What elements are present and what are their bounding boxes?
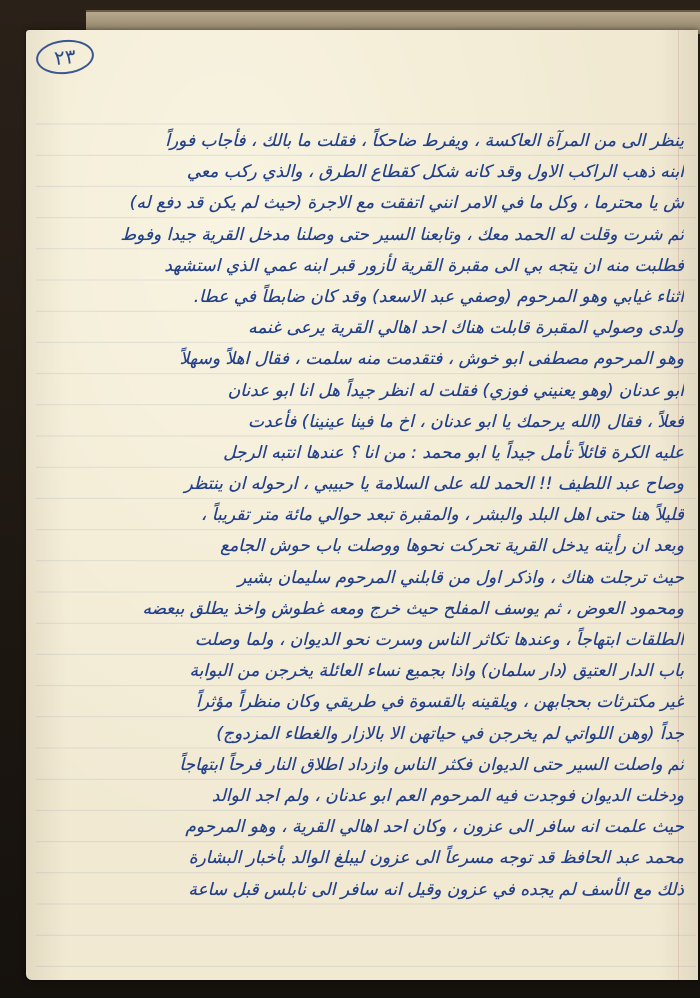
text-line: قليلاً هنا حتى اهل البلد والبشر ، والمقبرة تبعد حوالي مائة متر تقريباً ، xyxy=(200,505,684,526)
text-line: ذلك مع الأسف لم يجده في عزون وقيل انه سافر الى نابلس قبل ساعة xyxy=(188,879,684,900)
text-line: غير مكترثات بحجابهن ، ويلقينه بالقسوة في طريقي وكان منظراً مؤثراً xyxy=(196,692,684,713)
text-line: جداً (وهن اللواتي لم يخرجن في حياتهن الا بالازار والغطاء المزدوج) xyxy=(216,723,684,744)
text-line: باب الدار العتيق (دار سلمان) واذا بجميع نساء العائلة يخرجن من البوابة xyxy=(189,661,684,682)
text-line: وهو المرحوم مصطفى ابو خوش ، فتقدمت منه سلمت ، فقال اهلاً وسهلاً xyxy=(179,349,684,370)
text-line: ابو عدنان (وهو يعنيني فوزي) فقلت له انظر جيداً هل انا ابو عدنان xyxy=(227,380,684,401)
text-line: ثم شرت وقلت له الحمد معك ، وتابعنا السير حتى وصلنا مدخل القرية جيدا وفوط xyxy=(120,224,684,245)
text-line: ينظر الى من المرآة العاكسة ، ويفرط ضاحكاً ، فقلت ما بالك ، فأجاب فوراً xyxy=(165,131,684,151)
text-line: ولدى وصولي المقبرة قابلت هناك احد اهالي القرية يرعى غنمه xyxy=(248,318,684,339)
text-line: وصاح عبد اللطيف !! الحمد لله على السلامة يا حبيبي ، ارحوله ان ينتظر xyxy=(184,474,684,495)
text-line: الطلقات ابتهاجاً ، وعندها تكاثر الناس وسرت نحو الديوان ، ولما وصلت xyxy=(194,630,684,650)
text-line: ثم واصلت السير حتى الديوان فكثر الناس وازداد اطلاق النار فرحاً ابتهاجاً xyxy=(179,754,684,775)
text-line: وبعد ان رأيته يدخل القرية تحركت نحوها ووصلت باب حوش الجامع xyxy=(220,536,684,557)
text-line: ودخلت الديوان فوجدت فيه المرحوم العم ابو عدنان ، ولم اجد الوالد xyxy=(211,785,684,806)
text-line: محمد عبد الحافظ قد توجه مسرعاً الى عزون ليبلغ الوالد بأخبار البشارة xyxy=(188,848,684,869)
handwritten-text-body xyxy=(44,126,684,906)
text-line: فطلبت منه ان يتجه بي الى مقبرة القرية لأزور قبر ابنه عمي الذي استشهد xyxy=(164,255,684,276)
text-line: حيث ترجلت هناك ، واذكر اول من قابلني المرحوم سليمان بشير xyxy=(237,567,684,588)
text-line: حيث علمت انه سافر الى عزون ، وكان احد اهالي القرية ، وهو المرحوم xyxy=(185,817,684,838)
text-line: اثناء غيابي وهو المرحوم (وصفي عبد الاسعد) وقد كان ضابطاً في عطا. xyxy=(193,286,684,307)
text-line: ابنه ذهب الراكب الاول وقد كانه شكل كقطاع الطرق ، والذي ركب معي xyxy=(186,162,684,183)
page-number-circle: ٢٣ xyxy=(34,37,95,77)
notebook-page xyxy=(26,30,698,980)
text-line: عليه الكرة قائلاً تأمل جيداً يا ابو محمد : من انا ؟ عندها انتبه الرجل xyxy=(223,442,684,463)
text-line: ش يا محترما ، وكل ما في الامر انني اتفقت مع الاجرة (حيث لم يكن قد دفع له) xyxy=(129,193,684,214)
text-line: فعلاً ، فقال (الله يرحمك يا ابو عدنان ، اخ ما فينا عينينا) فأعدت xyxy=(247,411,684,432)
text-line: ومحمود العوض ، ثم يوسف المفلح حيث خرج ومعه غطوش واخذ يطلق ببعضه xyxy=(142,598,684,619)
